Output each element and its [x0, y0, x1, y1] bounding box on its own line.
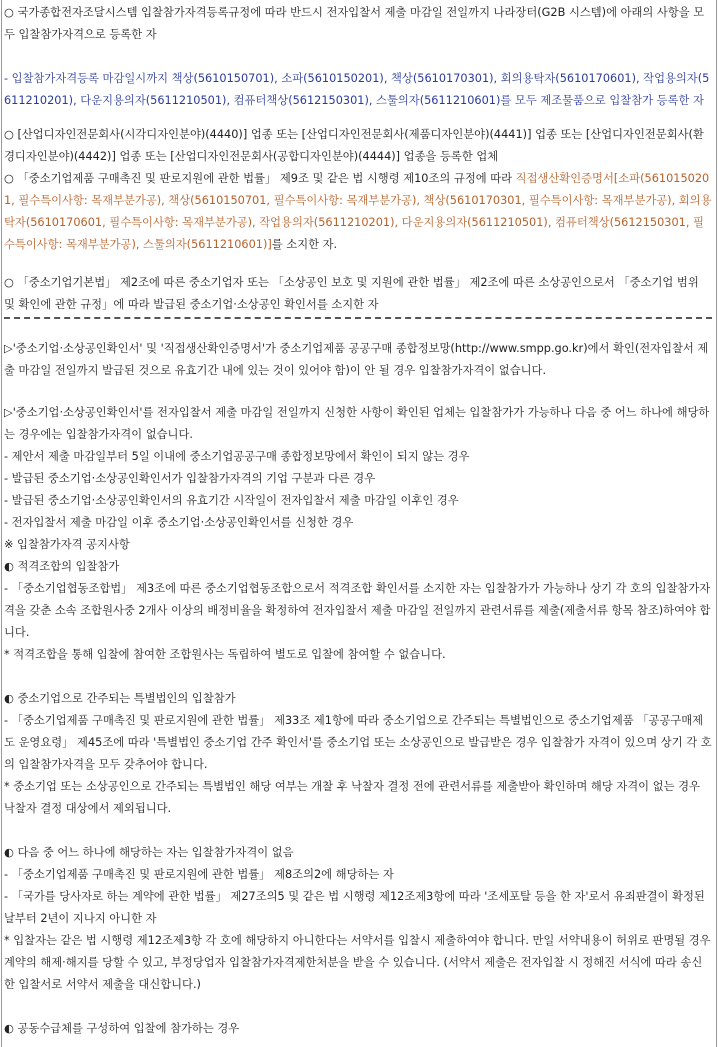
disq-heading: ◐ 다음 중 어느 하나에 해당하는 자는 입찰참가자격이 없음	[4, 846, 294, 859]
special-body: - 「중소기업제품 구매촉진 및 판로지원에 관한 법률」 제33조 제1항에 따라 중소기업으로 간주되는 특별법인으로 중소기업제품 「공공구매제도 운영요령」 제45조에 따라 '특별법인 중소기업 간주 확인서'를 중소기업 또는 소상공인으로 발급받은 경우 입찰참가 자격이 있으며 상기 각 호의 입찰참가자격을 모두 갖추어야 합니다.	[4, 714, 712, 771]
section2-text: ○ [산업디자인전문회사(시각디자인분야)(4440)] 업종 또는 [산업디자인전문회사(제품디자인분야)(4441)] 업종 또는 [산업디자인전문회사(환경디자인분야)(4442)] 업종 또는 [산업디자인전문회사(공합디자인분야)(4444)] 업종을 등록한 업체	[4, 128, 704, 163]
section3-prefix: ○ 「중소기업제품 구매촉진 및 판로지원에 관한 법률」 제9조 및 같은 법 시행령 제10조의 규정에 따라	[4, 172, 516, 185]
case-item: - 발급된 중소기업·소상공인확인서가 입찰참가자격의 기업 구분과 다른 경우	[4, 472, 376, 485]
notice-heading: ※ 입찰참가자격 공지사항	[4, 538, 130, 551]
section3-highlight: 직접생산확인증명서[소파(5610150201, 필수특이사항: 목재부분가공), 책상(5610150701, 필수특이사항: 목재부분가공), 책상(5610170301, 필수특이사항: 목재부분가공), 회의용탁자(5610170601, 필수특이사항: 목재부분가공), 작업용의자(5611210201), 다운지용의자(5611210501), 컴퓨터책상(5612150301, 필수특이사항: 목재부분가공), 스툴의자(5611210601)]	[4, 172, 712, 251]
section1-intro: ○ 국가종합전자조달시스템 입찰참가자격등록규정에 따라 반드시 전자입찰서 제출 마감일 전일까지 나라장터(G2B 시스템)에 아래의 사항을 모두 입찰참가자격으로 등록한 자	[4, 6, 705, 41]
coop-body: - 「중소기업협동조합법」 제3조에 따른 중소기업협동조합으로서 적격조합 확인서를 소지한 자는 입찰참가가 가능하나 상기 각 호의 입찰참가자격을 갖춘 소속 조합원사중 2개사 이상의 배정비율을 확정하여 전자입찰서 제출 마감일 전일까지 관련서류를 제출(제출서류 항목 참조)하여야 합니다.	[4, 582, 711, 639]
case-item: - 전자입찰서 제출 마감일 이후 중소기업·소상공인확인서를 신청한 경우	[4, 516, 354, 529]
special-note: * 중소기업 또는 소상공인으로 간주되는 특별법인 해당 여부는 개찰 후 낙찰자 결정 전에 관련서류를 제출받아 확인하며 해당 자격이 없는 경우 낙찰자 결정 대상에서 제외됩니다.	[4, 780, 700, 815]
coop-note: * 적격조합을 통해 입찰에 참여한 조합원사는 독립하여 별도로 입찰에 참여할 수 없습니다.	[4, 648, 446, 661]
section1-detail: - 입찰참가자격등록 마감일시까지 책상(5610150701), 소파(5610150201), 책상(5610170301), 회의용탁자(5610170601), 작업용의자(5611210201), 다운지용의자(5611210501), 컴퓨터책상(5612150301), 스툴의자(5611210601)를 모두 제조물품으로 입찰참가 등록한 자	[4, 72, 710, 107]
coop-heading: ◐ 적격조합의 입찰참가	[4, 560, 120, 573]
section4-text: ○ 「중소기업기본법」 제2조에 따른 중소기업자 또는 「소상공인 보호 및 지원에 관한 법률」 제2조에 따른 소상공인으로서 「중소기업 범위 및 확인에 관한 규정」에 따라 발급된 중소기업·소상공인 확인서를 소지한 자	[4, 276, 699, 311]
disq-note: * 입찰자는 같은 법 시행령 제12조제3항 각 호에 해당하지 아니한다는 서약서를 입찰시 제출하여야 합니다. 만일 서약내용이 허위로 판명될 경우 계약의 해제·해지를 당할 수 있고, 부정당업자 입찰참가자격제한처분을 받을 수 있습니다. (서약서 제출은 전자입찰 시 정해진 서식에 따라 송신한 입찰서로 서약서 제출을 대신합니다.)	[4, 934, 711, 991]
dashed-divider	[4, 317, 712, 319]
case-item: - 제안서 제출 마감일부터 5일 이내에 중소기업공공구매 종합정보망에서 확인이 되지 않는 경우	[4, 450, 470, 463]
section3-suffix: 를 소지한 자.	[271, 238, 338, 251]
notice-smpp: ▷'중소기업·소상공인확인서' 및 '직접생산확인증명서'가 중소기업제품 공공구매 종합정보망(http://www.smpp.go.kr)에서 확인(전자입찰서 제출 마감일 전일까지 발급된 것으로 유효기간 내에 있는 것이 있어야 함)이 안 될 경우 입찰참가자격이 없습니다.	[4, 342, 709, 377]
disq-item: - 「국가를 당사자로 하는 계약에 관한 법률」 제27조의5 및 같은 법 시행령 제12조제3항에 따라 '조세포탈 등을 한 자'로서 유죄판결이 확정된 날부터 2년이 지나지 아니한 자	[4, 890, 705, 925]
joint-heading: ◐ 공동수급체를 구성하여 입찰에 참가하는 경우	[4, 1022, 240, 1035]
section3-text	[4, 168, 712, 256]
notice-application: ▷'중소기업·소상공인확인서'를 전자입찰서 제출 마감일 전일까지 신청한 사항이 확인된 업체는 입찰참가가 가능하나 다음 중 어느 하나에 해당하는 경우에는 입찰참가자격이 없습니다.	[4, 406, 710, 441]
case-item: - 발급된 중소기업·소상공인확인서의 유효기간 시작일이 전자입찰서 제출 마감일 이후인 경우	[4, 494, 459, 507]
disq-item: - 「중소기업제품 구매촉진 및 판로지원에 관한 법률」 제8조의2에 해당하는 자	[4, 868, 394, 881]
special-heading: ◐ 중소기업으로 간주되는 특별법인의 입찰참가	[4, 692, 236, 705]
